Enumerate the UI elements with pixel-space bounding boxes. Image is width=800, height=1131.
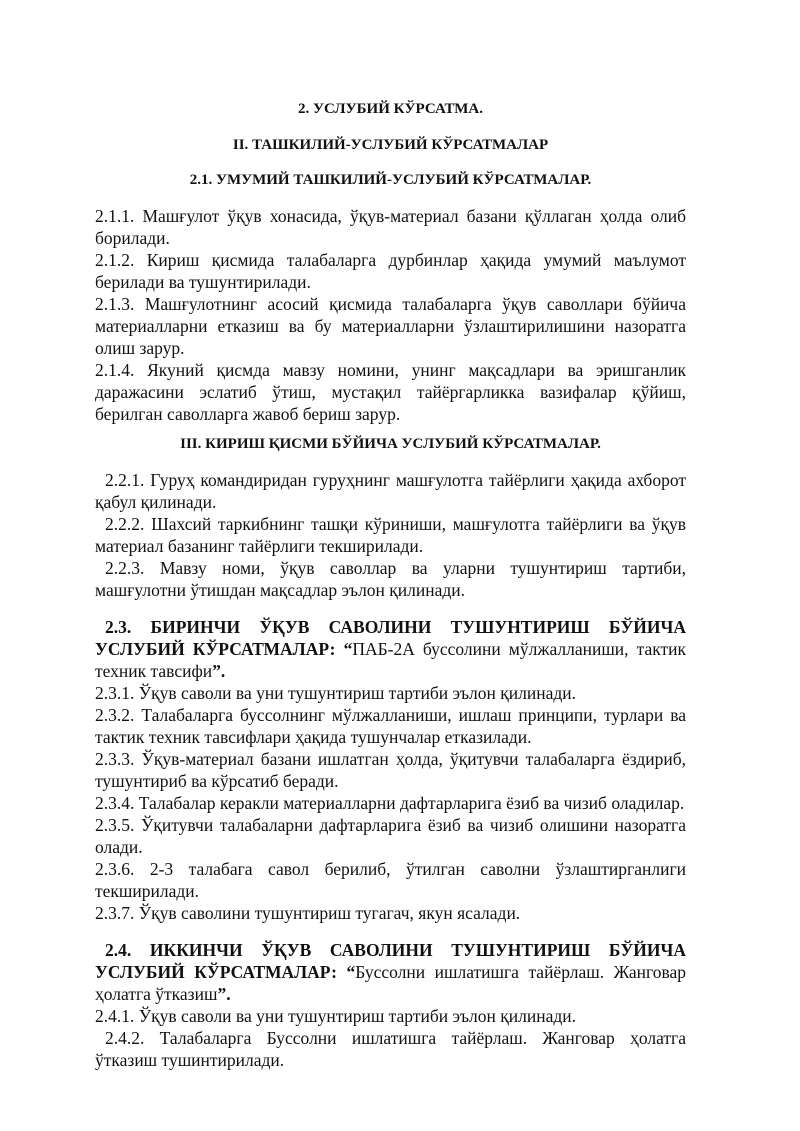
section-title-bold: 2.4. ИККИНЧИ ЎҚУВ САВОЛИНИ ТУШУНТИРИШ БЎЙИЧА УСЛУБИЙ КЎРСАТМАЛАР: — [95, 940, 686, 982]
paragraph-text: Машғулотнинг асосий қисмида талабаларга ўқув саволлари бўйича материалларни етказиш ва бу материалларни ўзлаштирилишини назоратга олиш зарур. — [95, 294, 686, 358]
paragraph-2-1-2 — [95, 249, 686, 293]
paragraph-text: Мавзу номи, ўқув саволлар ва уларни тушунтириш тартиби, машғулотни ўтишдан мақсадлар эълон қилинади. — [95, 558, 687, 600]
paragraph-2-3-5 — [95, 814, 686, 858]
paragraph-text: Ўқув-материал базани ишлатган ҳолда, ўқитувчи талабаларга ёздириб, тушунтириб ва кўрсатиб беради. — [95, 749, 687, 791]
first-question-section — [95, 616, 686, 924]
section-heading-part2-1: 2.1. УМУМИЙ ТАШКИЛИЙ-УСЛУБИЙ КЎРСАТМАЛАР. — [189, 172, 592, 188]
paragraph-number: 2.4.2. — [105, 1028, 145, 1048]
intro-instructions-list — [95, 469, 686, 601]
general-instructions-list — [95, 205, 686, 425]
paragraph-2-2-3 — [95, 557, 686, 601]
second-question-section — [95, 939, 686, 1071]
paragraph-text: 2-3 талабага савол берилиб, ўтилган саволни ўзлаштирганлиги текширилади. — [95, 859, 686, 901]
section-heading-part3: III. КИРИШ ҚИСМИ БЎЙИЧА УСЛУБИЙ КЎРСАТМАЛАР. — [180, 436, 601, 452]
paragraph-2-2-2 — [95, 513, 686, 557]
open-quote: “ — [346, 962, 356, 982]
close-quote: ”. — [217, 984, 231, 1004]
paragraph-number: 2.2.2. — [105, 514, 145, 534]
section-2-3-title — [95, 616, 686, 682]
paragraph-number: 2.3.2. — [95, 705, 135, 725]
document-page — [95, 98, 686, 1071]
paragraph-text: Талабалар керакли материалларни дафтарларига ёзиб ва чизиб оладилар. — [138, 793, 685, 813]
paragraph-text: Ўқув саволини тушунтириш тугагач, якун ясалади. — [138, 903, 521, 923]
paragraph-number: 2.3.5. — [95, 815, 135, 835]
paragraph-2-2-1 — [95, 469, 686, 513]
section-title-bold: 2.3. БИРИНЧИ ЎҚУВ САВОЛИНИ ТУШУНТИРИШ БЎЙИЧА УСЛУБИЙ КЎРСАТМАЛАР: — [95, 617, 686, 659]
paragraph-number: 2.3.3. — [95, 749, 135, 769]
paragraph-text: Шахсий таркибнинг ташқи кўриниши, машғулотга тайёрлиги ва ўқув материал базанинг тайёрлиги текширилади. — [95, 514, 687, 556]
paragraph-number: 2.3.1. — [95, 683, 135, 703]
paragraph-number: 2.3.7. — [95, 903, 135, 923]
paragraph-number: 2.1.1. — [95, 206, 135, 226]
section-title-text: Буссолни ишлатишга тайёрлаш. Жанговар ҳолатга ўтказиш — [95, 962, 686, 1004]
paragraph-number: 2.4.1. — [95, 1006, 135, 1026]
paragraph-2-4-1 — [95, 1005, 686, 1027]
paragraph-text: Кириш қисмида талабаларга дурбинлар ҳақида умумий маълумот берилади ва тушунтирилади. — [95, 250, 687, 292]
paragraph-number: 2.1.4. — [95, 360, 135, 380]
paragraph-number: 2.2.3. — [105, 558, 145, 578]
paragraph-2-4-2 — [95, 1027, 686, 1071]
paragraph-number: 2.1.2. — [95, 250, 135, 270]
section-title-text: ПАБ-2А буссолини мўлжалланиши, тактик техник тавсифи — [95, 639, 687, 681]
paragraph-text: Якуний қисмда мавзу номини, унинг мақсадлари ва эришганлик даражасини эслатиб ўтиш, мустақил тайёргарликка вазифалар қўйиш, берилган саволларга жавоб бериш зарур. — [95, 360, 687, 424]
paragraph-2-3-7 — [95, 902, 686, 924]
paragraph-text: Машғулот ўқув хонасида, ўқув-материал базани қўллаган ҳолда олиб борилади. — [95, 206, 687, 248]
paragraph-2-3-1 — [95, 682, 686, 704]
open-quote: “ — [343, 639, 353, 659]
paragraph-2-3-4 — [95, 792, 686, 814]
paragraph-text: Талабаларга буссолнинг мўлжалланиши, ишлаш принципи, турлари ва тактик техник тавсифлари ҳақида тушунчалар етказилади. — [95, 705, 687, 747]
paragraph-2-1-4 — [95, 359, 686, 425]
paragraph-2-3-3 — [95, 748, 686, 792]
paragraph-number: 2.1.3. — [95, 294, 135, 314]
paragraph-number: 2.3.6. — [95, 859, 135, 879]
paragraph-text: Ўқув саволи ва уни тушунтириш тартиби эълон қилинади. — [138, 683, 577, 703]
paragraph-text: Гуруҳ командиридан гуруҳнинг машғулотга тайёрлиги ҳақида ахборот қабул қилинади. — [95, 470, 686, 512]
paragraph-2-1-1 — [95, 205, 686, 249]
section-heading-part2: II. ТАШКИЛИЙ-УСЛУБИЙ КЎРСАТМАЛАР — [232, 137, 549, 153]
paragraph-text: Ўқув саволи ва уни тушунтириш тартиби эълон қилинади. — [138, 1006, 577, 1026]
close-quote: ”. — [212, 661, 226, 681]
paragraph-text: Ўқитувчи талабаларни дафтарларига ёзиб ва чизиб олишини назоратга олади. — [95, 815, 686, 857]
paragraph-number: 2.3.4. — [95, 793, 135, 813]
paragraph-2-3-6 — [95, 858, 686, 902]
section-2-4-title — [95, 939, 686, 1005]
paragraph-text: Талабаларга Буссолни ишлатишга тайёрлаш. Жанговар ҳолатга ўтказиш тушинтирилади. — [95, 1028, 686, 1070]
paragraph-number: 2.2.1. — [105, 470, 145, 490]
paragraph-2-3-2 — [95, 704, 686, 748]
paragraph-2-1-3 — [95, 293, 686, 359]
section-heading-main: 2. УСЛУБИЙ КЎРСАТМА. — [297, 101, 484, 117]
